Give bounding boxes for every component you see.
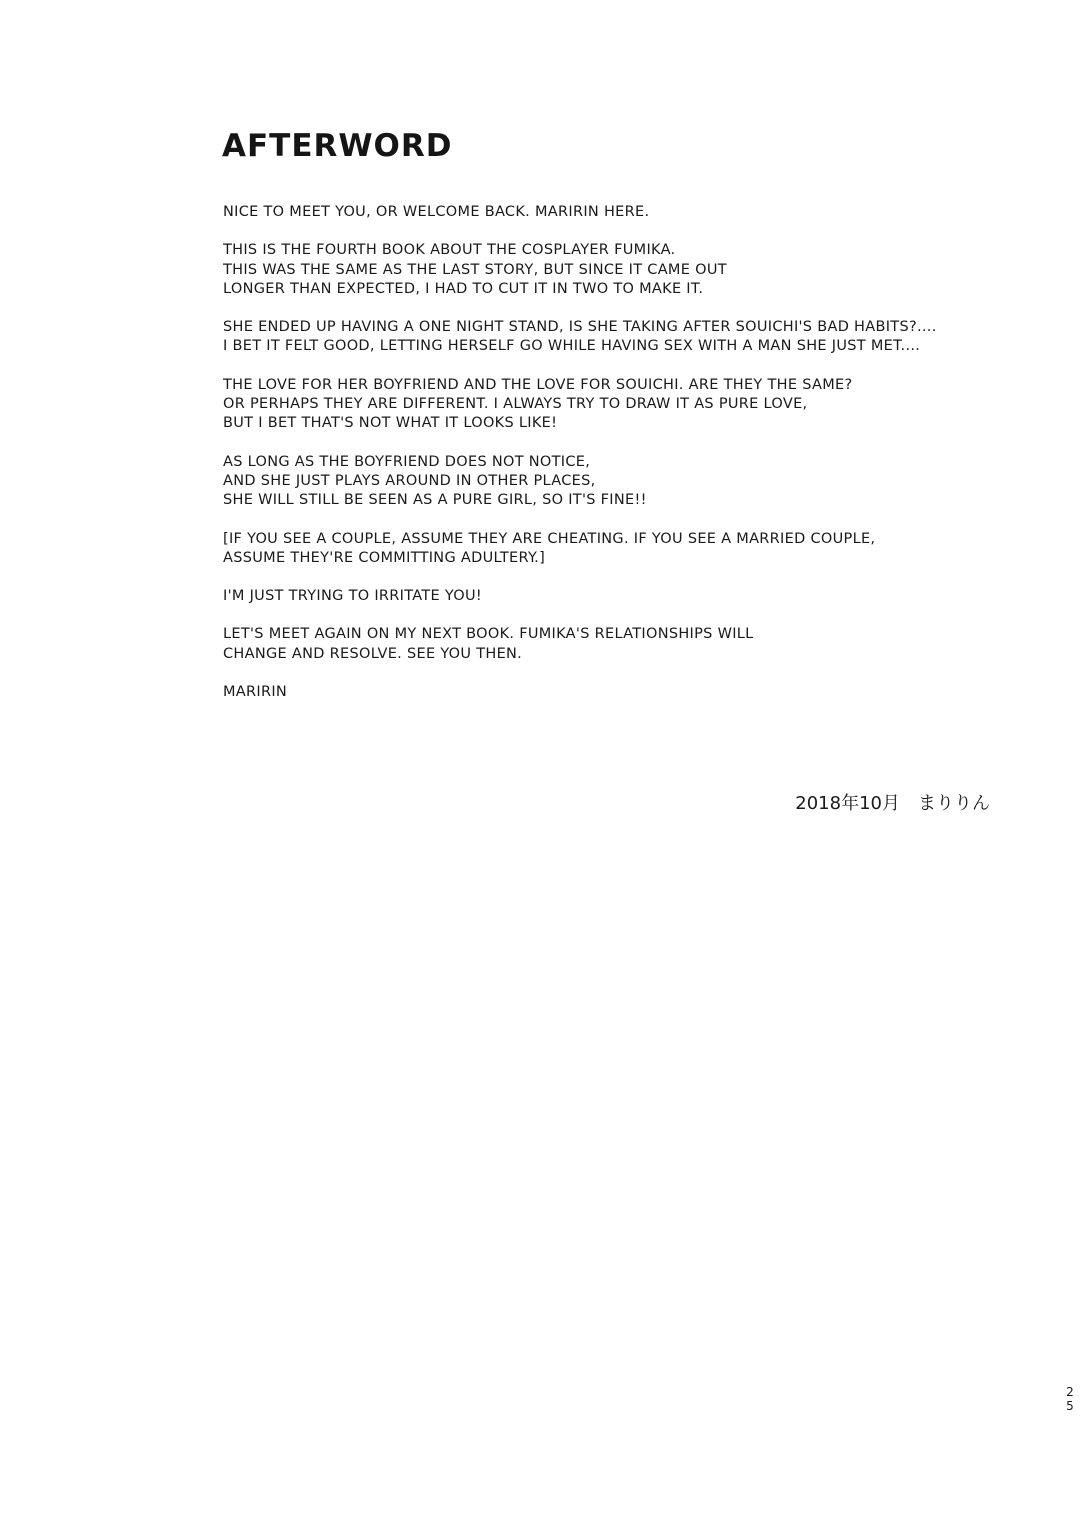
paragraph-fourth-book xyxy=(223,241,1003,299)
text-line: AS LONG AS THE BOYFRIEND DOES NOT NOTICE, xyxy=(223,453,591,470)
text-line: BUT I BET THAT'S NOT WHAT IT LOOKS LIKE! xyxy=(223,415,558,432)
signature-text: MARIRIN xyxy=(223,684,288,701)
text-line: I BET IT FELT GOOD, LETTING HERSELF GO WHILE HAVING SEX WITH A MAN SHE JUST MET.... xyxy=(223,338,921,355)
text-line: I'M JUST TRYING TO IRRITATE YOU! xyxy=(223,588,483,605)
text-line: LONGER THAN EXPECTED, I HAD TO CUT IT IN TWO TO MAKE IT. xyxy=(223,280,704,297)
text-line: NICE TO MEET YOU, OR WELCOME BACK. MARIRIN HERE. xyxy=(223,204,650,220)
paragraph-one-night-stand xyxy=(223,318,1003,357)
paragraph-irritate xyxy=(223,587,1003,606)
paragraph-signature xyxy=(223,683,1003,702)
text-line: SHE WILL STILL BE SEEN AS A PURE GIRL, SO IT'S FINE!! xyxy=(223,492,647,509)
text-line: AND SHE JUST PLAYS AROUND IN OTHER PLACES, xyxy=(223,472,596,489)
text-line: THE LOVE FOR HER BOYFRIEND AND THE LOVE FOR SOUICHI. ARE THEY THE SAME? xyxy=(223,376,853,393)
paragraph-greeting xyxy=(223,203,1003,222)
afterword-body xyxy=(223,203,1003,721)
page-number-digit: 2 xyxy=(1066,1385,1074,1399)
paragraph-couple xyxy=(223,530,1003,569)
text-line: THIS WAS THE SAME AS THE LAST STORY, BUT SINCE IT CAME OUT xyxy=(223,261,727,278)
text-line: CHANGE AND RESOLVE. SEE YOU THEN. xyxy=(223,645,523,662)
page-number-digit: 5 xyxy=(1066,1399,1074,1413)
date-signature: 2018年10月 まりりん xyxy=(795,793,990,814)
text-line: SHE ENDED UP HAVING A ONE NIGHT STAND, IS SHE TAKING AFTER SOUICHI'S BAD HABITS?.... xyxy=(223,319,937,336)
text-line: OR PERHAPS THEY ARE DIFFERENT. I ALWAYS TRY TO DRAW IT AS PURE LOVE, xyxy=(223,396,808,413)
text-line: LET'S MEET AGAIN ON MY NEXT BOOK. FUMIKA'S RELATIONSHIPS WILL xyxy=(223,626,754,643)
paragraph-next-book xyxy=(223,625,1003,664)
text-line: ASSUME THEY'RE COMMITTING ADULTERY.] xyxy=(223,549,546,566)
paragraph-love xyxy=(223,376,1003,434)
page-number xyxy=(1063,1385,1077,1413)
text-line: [IF YOU SEE A COUPLE, ASSUME THEY ARE CHEATING. IF YOU SEE A MARRIED COUPLE, xyxy=(223,530,876,547)
paragraph-boyfriend xyxy=(223,453,1003,511)
page-title: AFTERWORD xyxy=(222,128,453,164)
text-line: THIS IS THE FOURTH BOOK ABOUT THE COSPLAYER FUMIKA. xyxy=(223,242,676,259)
